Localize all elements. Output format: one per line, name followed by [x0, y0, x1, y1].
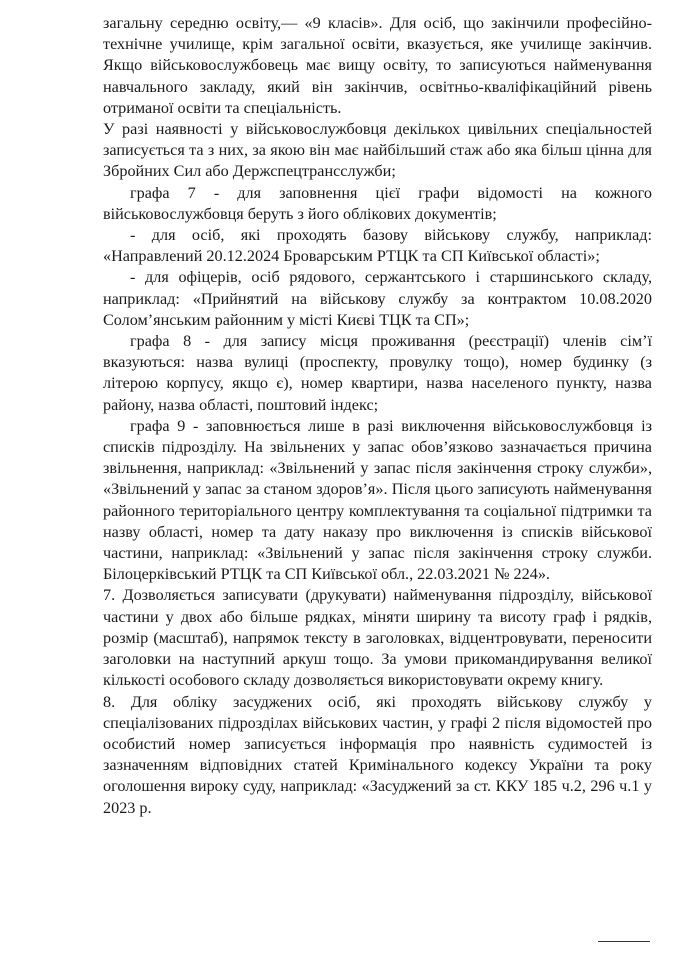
paragraph-basic-service-example: - для осіб, які проходять базову військову службу, наприклад: «Направлений 20.12.2024 Броварським РТЦК та СП Київської області»; [103, 226, 652, 266]
footer-divider [598, 941, 650, 942]
paragraph-column-7: графа 7 - для заповнення цієї графи відомості на кожного військовослужбовця беруть з його облікових документів; [103, 183, 652, 223]
document-body [103, 13, 652, 819]
paragraph-civil-specialties: У разі наявності у військовослужбовця декількох цивільних спеціальностей записується та з них, за якою він має найбільший стаж або яка більш цінна для Збройних Сил або Держспецтрансслужби; [103, 120, 652, 181]
paragraph-officers-example: - для офіцерів, осіб рядового, сержантського і старшинського складу, наприклад: «Прийнятий на військову службу за контрактом 10.08.2020 Солом’янським районним у місті Києві ТЦК та СП»; [103, 268, 652, 329]
paragraph-item-8: 8. Для обліку засуджених осіб, які проходять військову службу у спеціалізованих підрозділах військових частин, у графі 2 після відомостей про особистий номер записується інформація про наявність судимостей із зазначенням відповідних статей Кримінального кодексу України та року оголошення вироку суду, наприклад: «Засуджений за ст. ККУ 185 ч.2, 296 ч.1 у 2023 р. [103, 692, 652, 817]
paragraph-education: загальну середню освіту,— «9 класів». Для осіб, що закінчили професійно-технічне училище, крім загальної освіти, вказується, яке училище закінчив. Якщо військовослужбовець має вищу освіту, то записуються найменування навчального закладу, який він закінчив, освітньо-кваліфікаційний рівень отриманої освіти та спеціальність. [103, 14, 652, 117]
paragraph-column-8: графа 8 - для запису місця проживання (реєстрації) членів сім’ї вказуються: назва вулиці (проспекту, провулку тощо), номер будинку (з літерою корпусу, якщо є), номер квартири, назва населеного пункту, назва району, назва області, поштовий індекс; [103, 332, 652, 414]
paragraph-column-9: графа 9 - заповнюється лише в разі виключення військовослужбовця із списків підрозділу. На звільнених у запас обов’язково зазначається причина звільнення, наприклад: «Звільнений у запас після закінчення строку служби», «Звільнений у запас за станом здоров’я». Після цього записують найменування районного територіального центру комплектування та соціальної підтримки та назву області, номер та дату наказу про виключення із списків військової частини, наприклад: «Звільнений у запас після закінчення строку служби. Білоцерківський РТЦК та СП Київської обл., 22.03.2021 № 224». [103, 416, 652, 584]
paragraph-item-7: 7. Дозволяється записувати (друкувати) найменування підрозділу, військової частини у двох або більше рядках, міняти ширину та висоту граф і рядків, розмір (масштаб), напрямок тексту в заголовках, відцентровувати, переносити заголовки на наступний аркуш тощо. За умови прикомандирування великої кількості особового складу дозволяється використовувати окрему книгу. [103, 586, 652, 690]
